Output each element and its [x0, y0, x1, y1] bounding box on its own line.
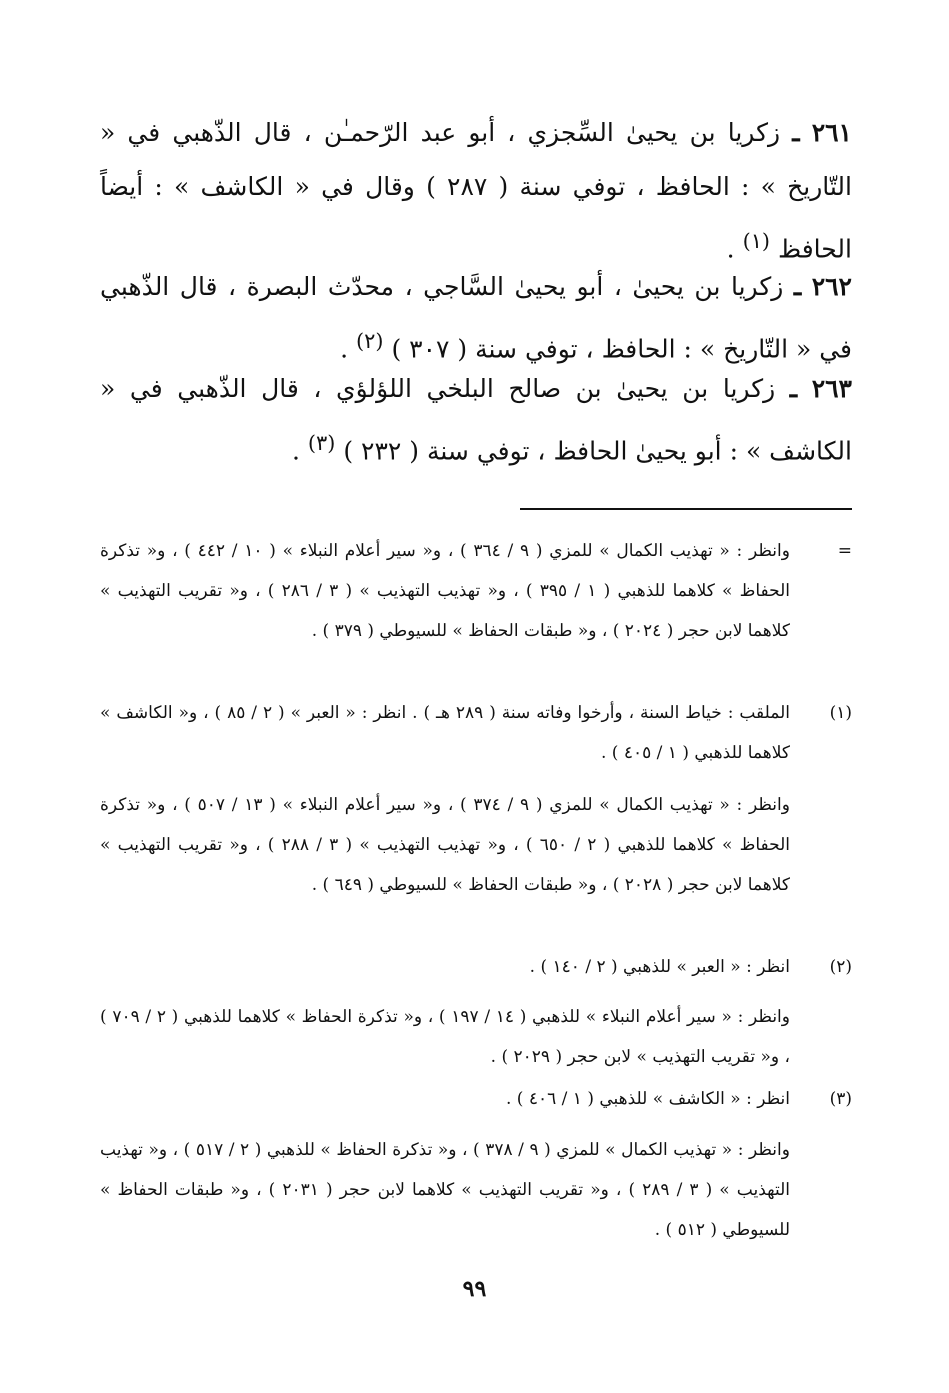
footnote-ref: (٣) [307, 431, 336, 455]
entry-dash: ـ [792, 118, 800, 147]
entry-end: . [292, 436, 300, 466]
footnote-ref: (٢) [356, 329, 384, 353]
footnote-2 [100, 947, 852, 987]
footnote-marker: (١) [829, 703, 852, 723]
footnote-text: الملقب : خياط السنة ، وأرخوا وفاته سنة ( ٢٨٩ هـ ) . انظر : « العبر » ( ٢ / ٨٥ ) ، و« الكاشف » كلاهما للذهبي ( ١ / ٤٠٥ ) . [100, 703, 790, 763]
footnote-ref: (١) [742, 229, 771, 253]
entry-dash: ـ [793, 272, 802, 301]
footnote-marker: (٣) [829, 1089, 852, 1109]
footnote-text: انظر : « الكاشف » للذهبي ( ١ / ٤٠٦ ) . [505, 1089, 790, 1109]
footnote-text: وانظر : « تهذيب الكمال » للمزي ( ٩ / ٣٧٤ ) ، و« سير أعلام النبلاء » ( ١٣ / ٥٠٧ ) ، و« تذكرة الحفاظ » كلاهما للذهبي ( ٢ / ٦٥٠ ) ، و« تهذيب التهذيب » ( ٣ / ٢٨٨ ) ، و« تقريب التهذيب » كلاهما لابن حجر ( ٢٠٢٨ ) ، و« طبقات الحفاظ » للسيوطي ( ٦٤٩ ) . [100, 795, 790, 895]
footnote-3-continued [100, 1130, 852, 1250]
entry-text: زكريا بن يحيىٰ ، أبو يحيىٰ السَّاجي ، محدّث البصرة ، قال الذّهبي في « التّاريخ » : الحافظ ، توفي سنة ( ٣٠٧ ) [100, 272, 852, 364]
footnote-1 [100, 693, 852, 773]
page-number: ٩٩ [462, 1276, 487, 1302]
entry-number: ٢٦٢ [811, 272, 852, 301]
entry-261 [100, 106, 852, 276]
footnote-marker: = [837, 541, 852, 561]
footnote-text: وانظر : « سير أعلام النبلاء » للذهبي ( ١٤ / ١٩٧ ) ، و« تذكرة الحفاظ » كلاهما للذهبي ( ٢ / ٧٠٩ ) ، و« تقريب التهذيب » لابن حجر ( ٢٠٢٩ ) . [100, 1007, 790, 1067]
entry-number: ٢٦١ [811, 118, 852, 147]
footnote-text: وانظر : « تهذيب الكمال » للمزي ( ٩ / ٣٧٨ ) ، و« تذكرة الحفاظ » للذهبي ( ٢ / ٥١٧ ) ، و« تهذيب التهذيب » ( ٣ / ٢٨٩ ) ، و« تقريب التهذيب » كلاهما لابن حجر ( ٢٠٣١ ) ، و« طبقات الحفاظ » للسيوطي ( ٥١٢ ) . [100, 1140, 790, 1240]
entry-number: ٢٦٣ [811, 374, 852, 403]
entry-262 [100, 260, 852, 376]
entry-263 [100, 362, 852, 478]
entry-dash: ـ [789, 374, 798, 403]
footnote-1-continued [100, 785, 852, 905]
footnote-3 [100, 1079, 852, 1119]
footnote-text: انظر : « العبر » للذهبي ( ٢ / ١٤٠ ) . [529, 957, 790, 977]
entry-end: . [726, 234, 735, 264]
footnote-divider [520, 508, 852, 510]
footnote-text: وانظر : « تهذيب الكمال » للمزي ( ٩ / ٣٦٤ ) ، و« سير أعلام النبلاء » ( ١٠ / ٤٤٢ ) ، و« تذكرة الحفاظ » كلاهما للذهبي ( ١ / ٣٩٥ ) ، و« تهذيب التهذيب » ( ٣ / ٢٨٦ ) ، و« تقريب التهذيب » كلاهما لابن حجر ( ٢٠٢٤ ) ، و« طبقات الحفاظ » للسيوطي ( ٣٧٩ ) . [100, 541, 790, 641]
footnote-2-continued [100, 997, 852, 1077]
entry-text: زكريا بن يحيىٰ السِّجزي ، أبو عبد الرّحمـٰن ، قال الذّهبي في « التّاريخ » : الحافظ ، توفي سنة ( ٢٨٧ ) وقال في « الكاشف » : أيضاً الحافظ [100, 118, 852, 264]
entry-end: . [340, 334, 349, 364]
entry-text: زكريا بن يحيىٰ بن صالح البلخي اللؤلؤي ، قال الذّهبي في « الكاشف » : أبو يحيىٰ الحافظ ، توفي سنة ( ٢٣٢ ) [100, 374, 852, 466]
footnote-continuation [100, 531, 852, 651]
footnote-marker: (٢) [829, 957, 852, 977]
